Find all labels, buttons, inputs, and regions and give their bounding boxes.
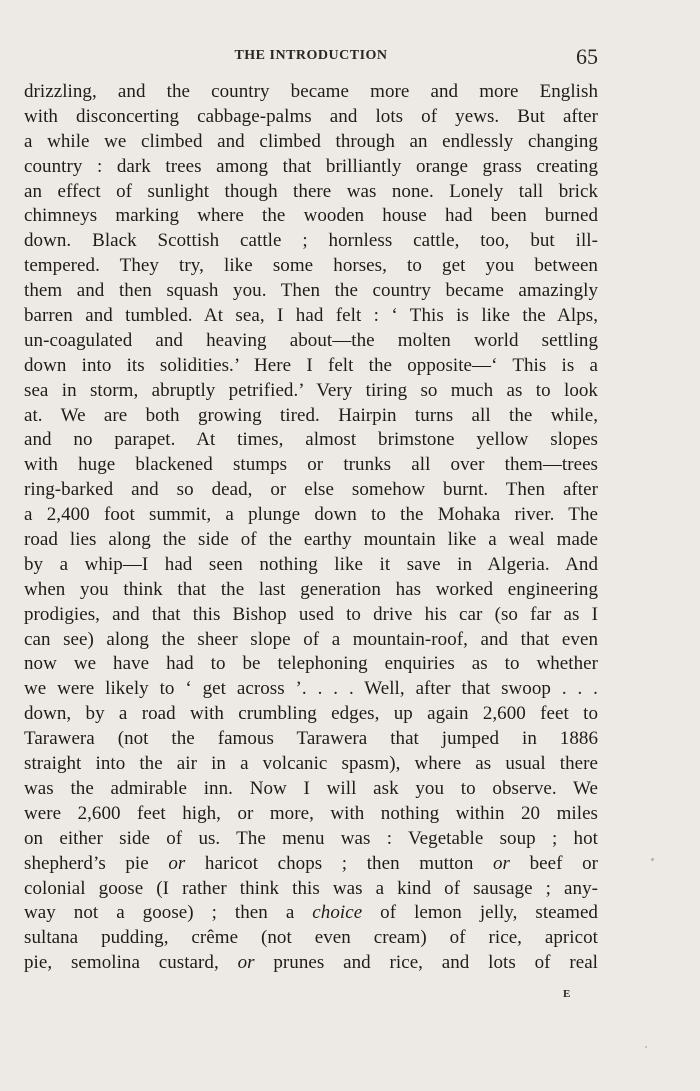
text-line: an effect of sunlight though there was none. Lonely tall brick — [24, 180, 598, 202]
text-line: colonial goose (I rather think this was a kind of sausage ; any- — [24, 877, 598, 899]
signature-mark: E — [563, 988, 571, 1000]
text-line: with disconcerting cabbage-palms and lots of yews. But after — [24, 105, 598, 127]
text-line: with huge blackened stumps or trunks all over them—trees — [24, 454, 598, 476]
paper-speck — [645, 1046, 647, 1048]
page-number: 65 — [576, 44, 598, 69]
text-line: we were likely to ‘ get across ’. . . . Well, after that swoop . . . — [24, 678, 598, 700]
text-line: by a whip—I had seen nothing like it save in Algeria. And — [24, 553, 598, 575]
text-line: drizzling, and the country became more and more English — [24, 81, 598, 102]
text-line: a 2,400 foot summit, a plunge down to the Mohaka river. The — [24, 504, 598, 526]
text-line: sea in storm, abruptly petrified.’ Very tiring so much as to look — [24, 379, 598, 401]
text-line: prodigies, and that this Bishop used to drive his car (so far as I — [24, 603, 598, 625]
body-text — [24, 80, 598, 976]
text-line: tempered. They try, like some horses, to get you between — [24, 255, 598, 277]
text-line: a while we climbed and climbed through an endlessly changing — [24, 130, 598, 152]
text-line: road lies along the side of the earthy mountain like a weal made — [24, 529, 598, 551]
text-line: on either side of us. The menu was : Vegetable soup ; hot — [24, 827, 598, 849]
text-line: straight into the air in a volcanic spasm), where as usual there — [24, 753, 598, 775]
text-line: now we have had to be telephoning enquiries as to whether — [24, 653, 598, 675]
text-line: Tarawera (not the famous Tarawera that jumped in 1886 — [24, 728, 598, 750]
text-line: down into its solidities.’ Here I felt the opposite—‘ This is a — [24, 354, 598, 376]
text-line: down. Black Scottish cattle ; hornless cattle, too, but ill- — [24, 230, 598, 252]
text-line: and no parapet. At times, almost brimstone yellow slopes — [24, 429, 598, 451]
text-line: were 2,600 feet high, or more, with nothing within 20 miles — [24, 802, 598, 824]
text-line: pie, semolina custard, or prunes and rice, and lots of real — [24, 952, 598, 974]
page-header — [24, 44, 598, 70]
text-line: sultana pudding, crême (not even cream) of rice, apricot — [24, 927, 598, 949]
running-head: THE INTRODUCTION — [234, 48, 388, 63]
text-line: when you think that the last generation has worked engineering — [24, 578, 598, 600]
text-line: ring-barked and so dead, or else somehow burnt. Then after — [24, 479, 598, 501]
text-line: country : dark trees among that brilliantly orange grass creating — [24, 155, 598, 177]
text-line: shepherd’s pie or haricot chops ; then mutton or beef or — [24, 852, 598, 874]
text-line: down, by a road with crumbling edges, up again 2,600 feet to — [24, 703, 598, 725]
text-line: barren and tumbled. At sea, I had felt : ‘ This is like the Alps, — [24, 305, 598, 327]
text-line: at. We are both growing tired. Hairpin turns all the while, — [24, 404, 598, 426]
text-line: can see) along the sheer slope of a mountain-roof, and that even — [24, 628, 598, 650]
text-line: was the admirable inn. Now I will ask you to observe. We — [24, 777, 598, 799]
text-line: chimneys marking where the wooden house had been burned — [24, 205, 598, 227]
text-line: un-coagulated and heaving about—the molten world settling — [24, 329, 598, 351]
text-line: them and then squash you. Then the country became amazingly — [24, 280, 598, 302]
paper-speck — [651, 858, 654, 861]
text-line: way not a goose) ; then a choice of lemon jelly, steamed — [24, 902, 598, 924]
